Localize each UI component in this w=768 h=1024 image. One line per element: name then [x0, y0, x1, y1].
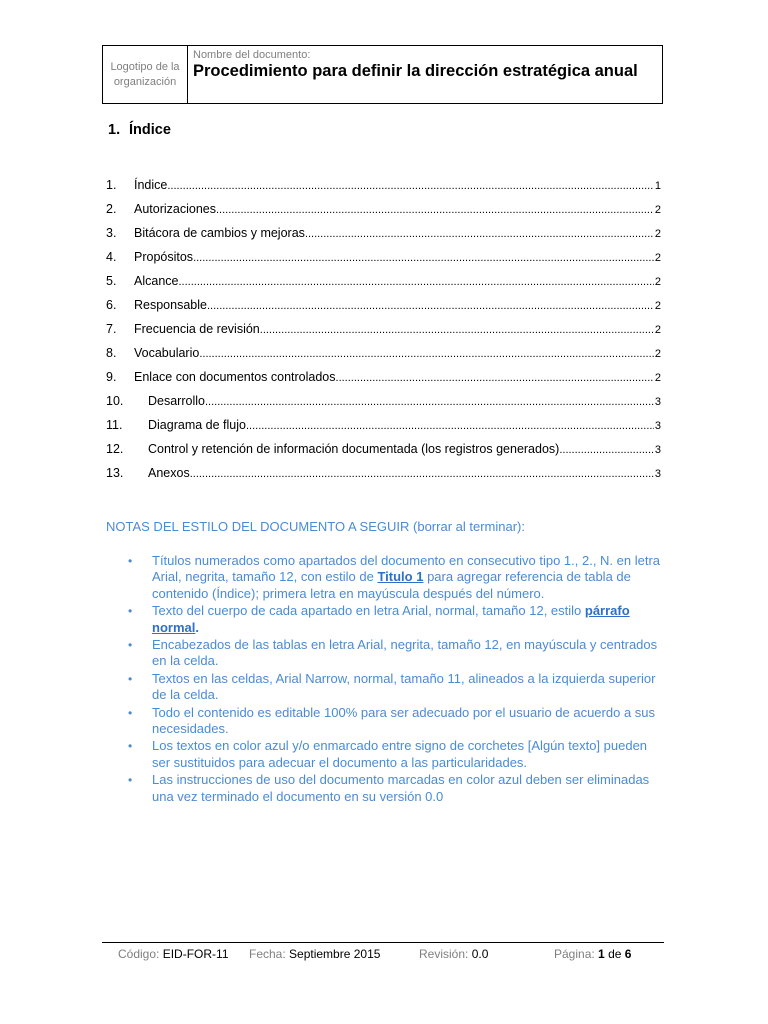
- footer-code: Código: EID-FOR-11: [118, 947, 229, 961]
- list-item: [106, 553, 666, 602]
- toc-dot-leader: [559, 441, 654, 459]
- toc-entry-number: 3.: [106, 226, 117, 240]
- toc-entry-number: 12.: [106, 442, 124, 456]
- toc-entry-page: 2: [654, 348, 661, 360]
- list-item: [106, 738, 666, 771]
- toc-entry-title: Diagrama de flujo: [148, 418, 246, 432]
- toc-entry-title: Autorizaciones: [134, 202, 216, 216]
- toc-entry-title: Frecuencia de revisión: [134, 322, 260, 336]
- toc-entry-title: Vocabulario: [134, 346, 200, 360]
- toc-entry-number: 10.: [106, 394, 124, 408]
- toc-entry-page: 3: [654, 396, 661, 408]
- toc-dot-leader: [260, 321, 654, 339]
- toc-entry-title: Control y retención de información documentada (los registros generados): [148, 442, 560, 456]
- list-item: [106, 671, 666, 704]
- toc-dot-leader: [336, 369, 654, 387]
- table-of-contents: [106, 176, 661, 488]
- document-title: Procedimiento para definir la dirección estratégica anual: [193, 62, 638, 80]
- toc-entry-number: 4.: [106, 250, 117, 264]
- bullet-icon: •: [128, 705, 133, 720]
- toc-entry-page: 2: [654, 300, 661, 312]
- toc-entry-page: 3: [654, 444, 661, 456]
- section-title: Índice: [129, 122, 171, 138]
- toc-entry-number: 8.: [106, 346, 117, 360]
- toc-entry-number: 2.: [106, 202, 117, 216]
- toc-entry-title: Alcance: [134, 274, 179, 288]
- note-text: Textos en las celdas, Arial Narrow, normal, tamaño 11, alineados a la izquierda superior de la celda.: [152, 670, 656, 703]
- toc-entry-title: Anexos: [148, 466, 190, 480]
- document-name-label: Nombre del documento:: [193, 49, 311, 61]
- toc-entry[interactable]: [106, 368, 661, 392]
- toc-entry[interactable]: [106, 464, 661, 488]
- toc-entry-title: Enlace con documentos controlados: [134, 370, 336, 384]
- toc-entry-number: 6.: [106, 298, 117, 312]
- toc-entry[interactable]: [106, 440, 661, 464]
- toc-entry-page: 2: [654, 252, 661, 264]
- toc-entry[interactable]: [106, 392, 661, 416]
- toc-entry-page: 2: [654, 276, 661, 288]
- note-text: Los textos en color azul y/o enmarcado entre signo de corchetes [Algún texto] pueden ser sustituidos para adecuar el documento a las particularidades.: [152, 738, 648, 770]
- toc-entry-title: Bitácora de cambios y mejoras: [134, 226, 305, 240]
- style-notes: [106, 518, 666, 806]
- note-text: Texto del cuerpo de cada apartado en letra Arial, normal, tamaño 12, estilo: [152, 603, 585, 619]
- bullet-icon: •: [128, 773, 133, 788]
- toc-dot-leader: [207, 297, 654, 315]
- style-link-parrafo-normal[interactable]: párrafo normal: [152, 603, 630, 635]
- toc-dot-leader: [167, 177, 654, 195]
- list-item: [106, 705, 666, 738]
- style-notes-list: [106, 553, 666, 805]
- footer-date: Fecha: Septiembre 2015: [249, 947, 381, 961]
- page-footer: [102, 942, 664, 967]
- toc-entry[interactable]: [106, 176, 661, 200]
- toc-entry-title: Responsable: [134, 298, 207, 312]
- toc-entry[interactable]: [106, 344, 661, 368]
- section-number: 1.: [108, 122, 121, 138]
- toc-entry-number: 5.: [106, 274, 117, 288]
- footer-page: Página: 1 de 6: [554, 947, 632, 961]
- logo-placeholder: Logotipo de la organización: [103, 46, 188, 103]
- bullet-icon: •: [128, 554, 133, 568]
- list-item: [106, 637, 666, 670]
- toc-entry-page: 1: [654, 180, 661, 192]
- list-item: [106, 603, 666, 636]
- toc-entry-page: 2: [654, 204, 661, 216]
- toc-entry-page: 3: [654, 468, 661, 480]
- bullet-icon: •: [128, 739, 133, 754]
- list-item: [106, 772, 666, 805]
- toc-dot-leader: [190, 465, 654, 483]
- toc-entry[interactable]: [106, 248, 661, 272]
- style-link-titulo-1[interactable]: Titulo 1: [377, 569, 424, 585]
- toc-entry-number: 11.: [106, 418, 123, 432]
- toc-entry-page: 2: [654, 372, 661, 384]
- toc-entry-page: 3: [654, 420, 661, 432]
- note-text: Encabezados de las tablas en letra Arial, negrita, tamaño 12, en mayúscula y centrados en la celda.: [152, 637, 658, 669]
- toc-dot-leader: [305, 225, 654, 243]
- document-header-table: [102, 45, 663, 104]
- toc-dot-leader: [178, 273, 653, 291]
- section-heading-index: [108, 122, 171, 138]
- note-text: Las instrucciones de uso del documento marcadas en color azul deben ser eliminadas una vez terminado el documento en su versión 0.0: [152, 772, 650, 804]
- toc-entry[interactable]: [106, 320, 661, 344]
- bullet-icon: •: [128, 671, 133, 686]
- toc-dot-leader: [193, 249, 654, 267]
- toc-entry[interactable]: [106, 272, 661, 296]
- toc-entry-number: 1.: [106, 178, 117, 192]
- toc-entry-page: 2: [654, 324, 661, 336]
- toc-entry-page: 2: [654, 228, 661, 240]
- toc-entry-title: Índice: [134, 178, 168, 192]
- toc-entry-number: 9.: [106, 370, 117, 384]
- toc-entry-title: Desarrollo: [148, 394, 205, 408]
- toc-entry[interactable]: [106, 296, 661, 320]
- footer-revision: Revisión: 0.0: [419, 947, 489, 961]
- toc-entry-number: 13.: [106, 466, 124, 480]
- toc-entry[interactable]: [106, 224, 661, 248]
- bullet-icon: •: [128, 604, 133, 619]
- document-name-cell: [188, 46, 662, 103]
- toc-dot-leader: [199, 345, 654, 363]
- note-text: Títulos numerados como apartados del documento en consecutivo tipo 1., 2., N. en letra Arial, negrita, tamaño 12, con estilo de: [152, 553, 661, 585]
- bullet-icon: •: [128, 638, 133, 653]
- toc-dot-leader: [246, 417, 654, 435]
- toc-entry[interactable]: [106, 200, 661, 224]
- note-text: .: [195, 619, 199, 635]
- toc-entry[interactable]: [106, 416, 661, 440]
- note-text: para agregar referencia de tabla de contenido (Índice); primera letra en mayúscula después del número.: [152, 569, 631, 601]
- note-text: Todo el contenido es editable 100% para ser adecuado por el usuario de acuerdo a sus necesidades.: [152, 704, 656, 737]
- toc-entry-title: Propósitos: [134, 250, 194, 264]
- style-notes-title: NOTAS DEL ESTILO DEL DOCUMENTO A SEGUIR (borrar al terminar):: [106, 519, 525, 534]
- toc-dot-leader: [216, 201, 654, 219]
- toc-dot-leader: [205, 393, 654, 411]
- toc-entry-number: 7.: [106, 322, 117, 336]
